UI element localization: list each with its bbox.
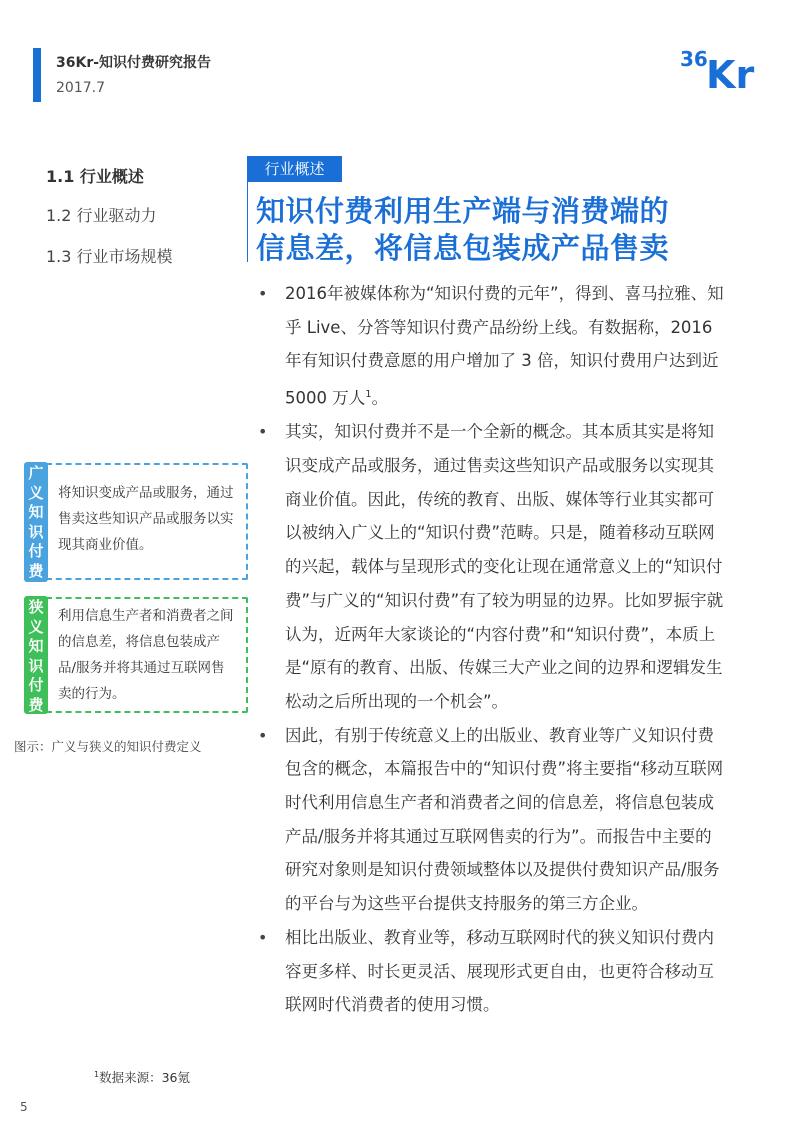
label-char: 付 xyxy=(28,542,44,560)
label-char: 知 xyxy=(28,637,44,655)
figure-caption: 图示：广义与狭义的知识付费定义 xyxy=(14,739,202,754)
section-title-line-2: 信息差，将信息包装成产品售卖 xyxy=(256,231,670,265)
section-tag: 行业概述 xyxy=(247,156,342,182)
logo-text-kr: Kr xyxy=(706,53,755,90)
bullet-list xyxy=(258,277,728,1022)
report-title: 36Kr-知识付费研究报告 xyxy=(56,55,212,71)
footnote-marker: 1 xyxy=(94,1069,100,1079)
header-accent-bar xyxy=(33,48,41,102)
bullet-text: 因此，有别于传统意义上的出版业、教育业等广义知识付费包含的概念，本篇报告中的“知识付费”将主要指“移动互联网时代利用信息生产者和消费者之间的信息差，将信息包装成产品/服务并将其通过互联网售卖的行为”。而报告中主要的研究对象则是知识付费领域整体以及提供付费知识产品/服务的平台与为这些平台提供支持服务的第三方企业。 xyxy=(285,725,724,914)
label-char: 义 xyxy=(28,483,44,502)
label-char: 识 xyxy=(28,656,44,675)
page-number: 5 xyxy=(20,1100,28,1114)
logo-text-36: 36 xyxy=(680,47,708,71)
bullet-marker: • xyxy=(258,422,268,442)
label-char: 义 xyxy=(28,617,44,636)
bullet-marker: • xyxy=(258,725,268,745)
narrow-definition-text: 利用信息生产者和消费者之间的信息差，将信息包装成产品/服务并将其通过互联网售卖的行为。 xyxy=(58,608,234,702)
bullet-text-body: 2016年被媒体称为“知识付费的元年”，得到、喜马拉雅、知乎 Live、分答等知识付费产品纷纷上线。有数据称，2016年有知识付费意愿的用户增加了 3 倍，知识付费用户达到近 5000 万人 xyxy=(285,284,724,408)
label-char: 识 xyxy=(28,522,44,541)
narrow-definition-label xyxy=(24,596,48,714)
label-char: 费 xyxy=(28,695,44,714)
label-char: 狭 xyxy=(28,598,44,616)
label-char: 广 xyxy=(28,464,44,482)
bullet-marker: • xyxy=(258,927,268,947)
broad-definition-text: 将知识变成产品或服务，通过售卖这些知识产品或服务以实现其商业价值。 xyxy=(58,485,234,553)
toc-item-market-size[interactable]: 1.3 行业市场规模 xyxy=(46,247,173,266)
toc-item-drivers[interactable]: 1.2 行业驱动力 xyxy=(46,206,157,225)
label-char: 付 xyxy=(28,676,44,694)
broad-definition-label xyxy=(24,462,48,582)
brand-logo xyxy=(680,44,764,90)
section-title-line-1: 知识付费利用生产端与消费端的 xyxy=(256,194,670,228)
bullet-item xyxy=(258,415,728,718)
label-char: 知 xyxy=(28,503,44,521)
narrow-definition-box xyxy=(46,597,248,713)
bullet-item xyxy=(258,921,728,1022)
bullet-text: 相比出版业、教育业等，移动互联网时代的狭义知识付费内容更多样、时长更灵活、展现形式更自由，也更符合移动互联网时代消费者的使用习惯。 xyxy=(285,927,714,1015)
bullet-text xyxy=(285,277,728,415)
footnote-ref: 1 xyxy=(365,389,372,401)
report-date: 2017.7 xyxy=(56,80,105,96)
footnote-text: 数据来源：36氪 xyxy=(99,1070,190,1085)
toc-item-overview[interactable]: 1.1 行业概述 xyxy=(46,167,144,186)
label-char: 费 xyxy=(28,561,44,580)
bullet-marker: • xyxy=(258,284,268,303)
bullet-item xyxy=(258,719,728,921)
bullet-item xyxy=(258,277,728,415)
title-divider xyxy=(247,182,248,262)
footnote xyxy=(94,1068,190,1086)
broad-definition-box xyxy=(46,463,248,580)
bullet-text: 其实，知识付费并不是一个全新的概念。其本质其实是将知识变成产品或服务，通过售卖这些知识产品或服务以实现其商业价值。因此，传统的教育、出版、媒体等行业其实都可以被纳入广义上的“知识付费”范畴。只是，随着移动互联网的兴起，载体与呈现形式的变化让现在通常意义上的“知识付费”与广义的“知识付费”有了较为明显的边界。比如罗振宇就认为，近两年大家谈论的“内容付费”和“知识付费”，本质上是“原有的教育、出版、传媒三大产业之间的边界和逻辑发生松动之后所出现的一个机会”。 xyxy=(285,422,724,711)
bullet-text-end: 。 xyxy=(371,388,389,408)
